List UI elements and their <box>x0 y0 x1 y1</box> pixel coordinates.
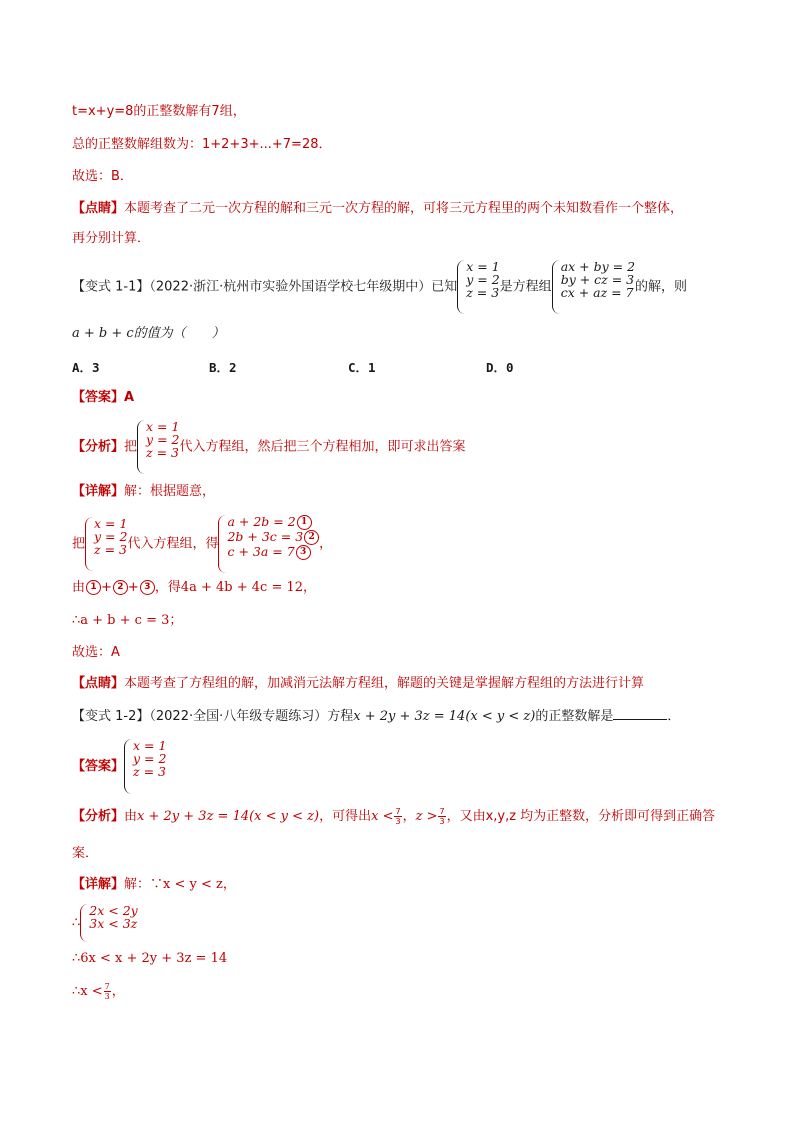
fenxi-2-cont <box>72 845 98 863</box>
circle-3: 3 <box>140 580 155 595</box>
system-xyz <box>137 420 179 474</box>
text: 再分别计算． <box>72 231 151 246</box>
dianjing-2 <box>72 675 644 693</box>
sum-line <box>72 579 316 597</box>
therefore-x <box>72 982 125 1001</box>
text: ，可得出 <box>319 809 372 824</box>
text: 故选：B． <box>72 169 133 184</box>
bianshi-1-1-question <box>72 325 225 343</box>
numerator: 7 <box>395 807 401 816</box>
option-b: B．2 <box>209 360 237 375</box>
system-xyz <box>124 739 166 794</box>
denominator: 3 <box>104 992 110 1001</box>
text: + <box>127 580 139 595</box>
eq-row: z = 3 <box>94 542 127 557</box>
fenxi-2: 【分析】由x + 2y + 3z = 14(x < y < z)，可得出x < $\frac{7}{3}$ ，z > $\frac{7}{3}$ ，又由x,y,z 均为正整数，分析即可得到正确答 <box>72 807 716 826</box>
eq-row: by + cz = 3 <box>560 272 635 287</box>
choice-a <box>72 644 120 662</box>
circle-1: 1 <box>86 580 101 595</box>
dianjing-1 <box>72 200 683 218</box>
eq-row <box>227 515 319 530</box>
eq-row: y = 2 <box>146 432 180 447</box>
xiangjie-2 <box>72 876 236 894</box>
ineq-system-line <box>72 904 138 942</box>
xiangjie-1 <box>72 483 215 501</box>
text: ∴x < <box>72 984 103 999</box>
bianshi-1-1 <box>72 260 687 314</box>
text: 由 <box>124 809 138 824</box>
dianjing-tag: 【点睛】 <box>72 201 125 216</box>
answer-1 <box>72 389 134 407</box>
system-xyz <box>85 517 127 571</box>
xiangjie-tag: 【详解】 <box>72 877 125 892</box>
dianjing-tag: 【点睛】 <box>72 676 125 691</box>
text: ∴6x < x + 2y + 3z = 14 <box>72 951 228 966</box>
system-ineq <box>80 904 137 942</box>
text: 是方程组 <box>499 279 552 295</box>
eq-row: z = 3 <box>466 285 500 300</box>
eq-row: z = 3 <box>133 764 166 779</box>
text: ． <box>667 709 681 724</box>
bianshi-tag: 【变式 1-1】 <box>72 279 150 295</box>
text: 由 <box>72 580 86 595</box>
text: 代入方程组，得 <box>127 536 219 552</box>
text: ，得4a + 4b + 4c = 12， <box>154 580 317 595</box>
answer-tag: 【答案】 <box>72 390 125 405</box>
eq-text: a + 2b = 2 <box>227 514 296 529</box>
fraction <box>104 982 111 1001</box>
substitute-line <box>72 515 332 573</box>
eq-row: x = 1 <box>133 738 167 753</box>
eq-row: z = 3 <box>146 445 179 460</box>
eq-row <box>227 530 319 545</box>
eq-row: y = 2 <box>466 272 500 287</box>
text: 解：∵x < y < z， <box>124 877 236 892</box>
circle-2: 2 <box>304 530 319 545</box>
text: 本题考查了方程组的解，加减消元法解方程组，解题的关键是掌握解方程组的方法进行计算 <box>124 676 645 691</box>
eq-row: y = 2 <box>94 529 128 544</box>
fenxi-tag: 【分析】 <box>72 439 125 455</box>
numerator: 7 <box>104 982 110 991</box>
bianshi-1-2 <box>72 707 680 726</box>
text: ∴ <box>72 915 81 931</box>
ineq-z: z > <box>415 809 438 824</box>
fenxi-tag: 【分析】 <box>72 809 125 824</box>
answer-2 <box>72 739 166 794</box>
numerator: 7 <box>439 807 445 816</box>
text: 的正整数解是 <box>535 709 614 724</box>
eq-text: c + 3a = 7 <box>227 544 295 559</box>
text: 代入方程组，然后把三个方程相加，即可求出答案 <box>179 439 466 455</box>
answer-value: A <box>124 390 135 405</box>
ineq-x: x < <box>371 809 394 824</box>
eq-row: ax + by = 2 <box>560 259 636 274</box>
xiangjie-tag: 【详解】 <box>72 484 125 499</box>
text: ，又由x,y,z 均为正整数，分析即可得到正确答 <box>446 809 716 824</box>
text: 的解，则 <box>635 279 688 295</box>
bianshi-tag: 【变式 1-2】 <box>72 709 150 724</box>
line-total-solutions <box>72 136 332 154</box>
text: t=x+y=8的正整数解有7组， <box>72 104 246 119</box>
denominator: 3 <box>395 817 401 826</box>
dianjing-text: 本题考查了二元一次方程的解和三元一次方程的解，可将三元方程里的两个未知数看作一个整体， <box>124 201 684 216</box>
eq-row: 3x < 3z <box>89 916 138 931</box>
text: 故选：A <box>72 645 120 660</box>
eq-row: 2x < 2y <box>89 903 138 918</box>
fraction <box>394 807 401 826</box>
text: 解：根据题意， <box>124 484 216 499</box>
eq-row: y = 2 <box>133 751 167 766</box>
eq-row: x = 1 <box>146 419 180 434</box>
system-xyz <box>457 260 499 314</box>
text: 把 <box>72 536 86 552</box>
line-t-solutions <box>72 103 246 121</box>
system-abc <box>552 260 635 314</box>
bianshi-source: （2022·全国·八年级专题练习）方程 <box>149 709 354 724</box>
text: 把 <box>124 439 138 455</box>
option-c: C．1 <box>348 360 376 375</box>
eq-row: x = 1 <box>94 516 128 531</box>
equation: x + 2y + 3z = 14(x < y < z) <box>353 709 536 724</box>
circle-2: 2 <box>113 580 128 595</box>
option-d: D．0 <box>486 360 514 375</box>
dianjing-1-cont <box>72 230 150 248</box>
eq-text: 2b + 3c = 3 <box>227 529 304 544</box>
answer-blank <box>613 707 667 720</box>
denominator: 3 <box>439 817 445 826</box>
text: + <box>101 580 112 595</box>
option-a: A．3 <box>72 360 100 375</box>
text: 总的正整数解组数为：1+2+3+...+7=28． <box>72 137 332 152</box>
text: ， <box>111 984 125 999</box>
circle-3: 3 <box>296 545 311 560</box>
bianshi-source: （2022·浙江·杭州市实验外国语学校七年级期中）已知 <box>149 279 458 295</box>
text: ， <box>319 536 333 552</box>
therefore-abc <box>72 612 182 630</box>
fraction <box>438 807 445 826</box>
text: ∴a + b + c = 3； <box>72 613 183 628</box>
circle-1: 1 <box>297 515 312 530</box>
answer-tag: 【答案】 <box>72 759 125 774</box>
eq-row <box>227 545 319 560</box>
question-text: a + b + c的值为（ ） <box>72 326 225 341</box>
eq-row: cx + az = 7 <box>560 285 634 300</box>
text: 案． <box>72 846 99 861</box>
eq-row: x = 1 <box>466 259 500 274</box>
therefore-6x <box>72 950 227 968</box>
equation: x + 2y + 3z = 14(x < y < z) <box>137 809 320 824</box>
line-choice-b <box>72 168 133 186</box>
fenxi-1 <box>72 420 465 474</box>
system-sub <box>218 515 319 573</box>
